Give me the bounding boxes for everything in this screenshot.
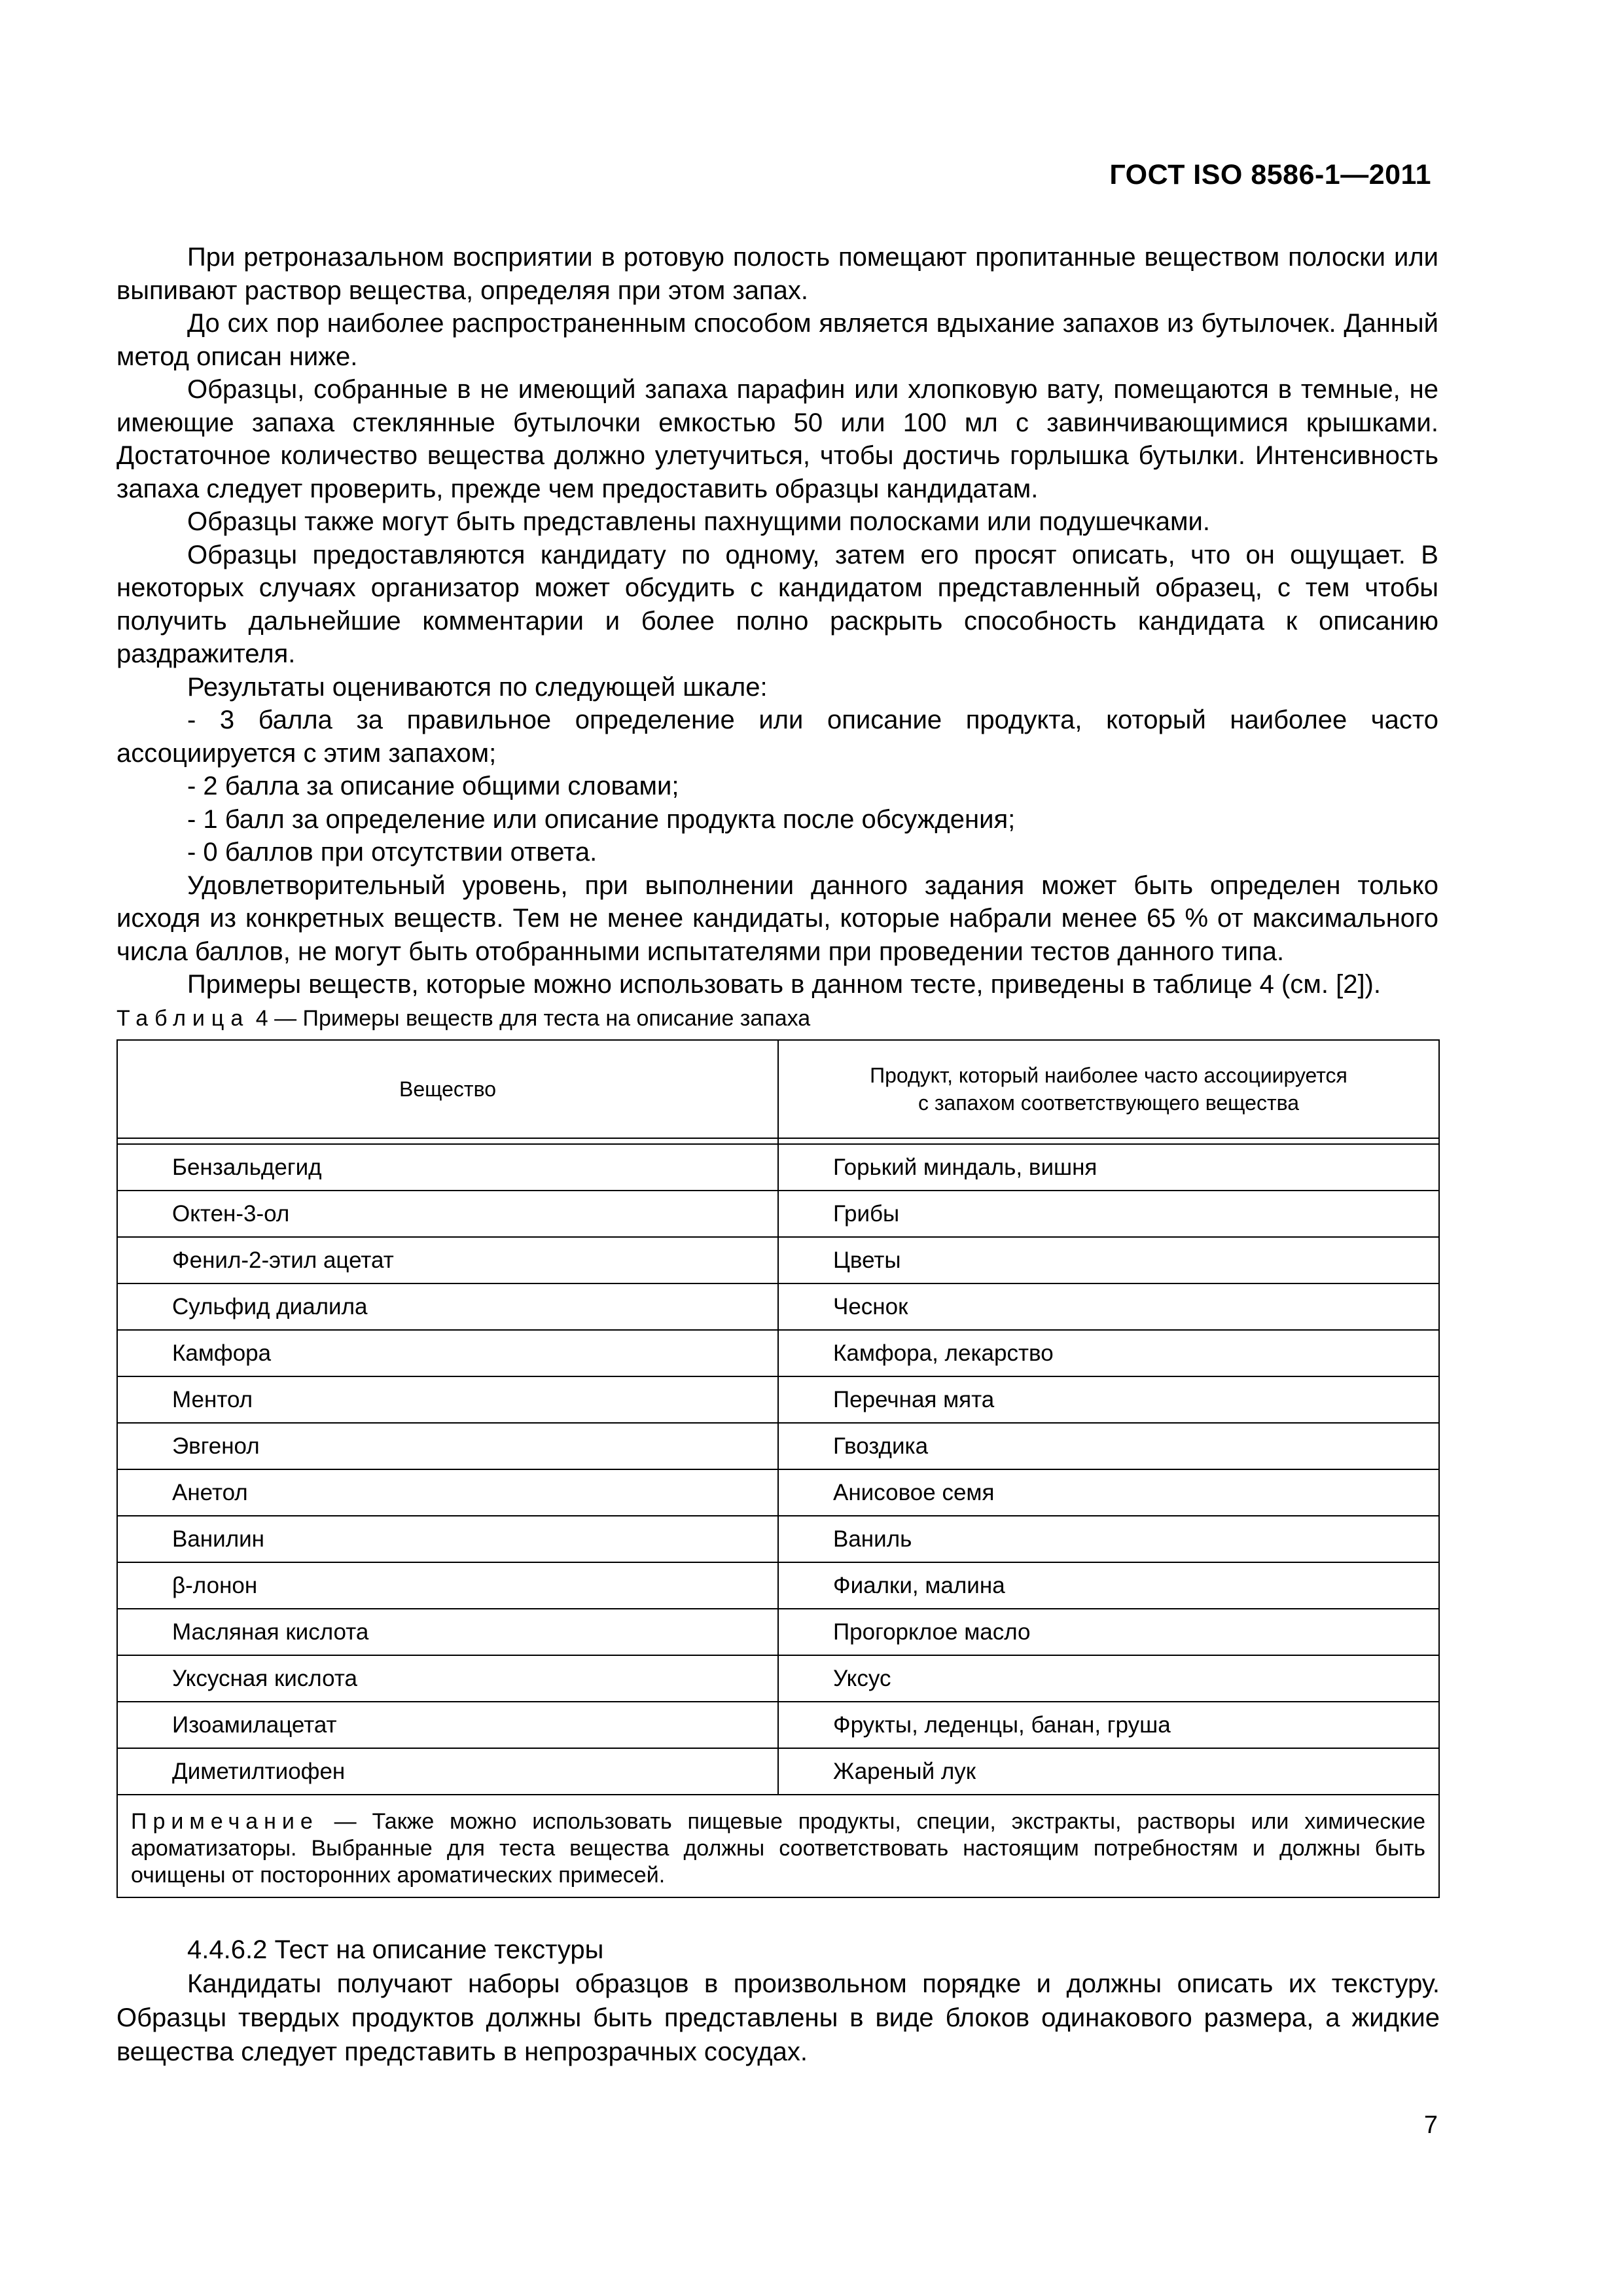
table-row xyxy=(117,1562,1439,1609)
substance-cell: Сульфид диалила xyxy=(117,1283,778,1330)
substance-cell: Октен-3-ол xyxy=(117,1191,778,1237)
table-note xyxy=(117,1795,1439,1897)
body-text xyxy=(116,241,1438,1001)
table-row xyxy=(117,1748,1439,1795)
substance-cell: Ванилин xyxy=(117,1516,778,1562)
product-cell: Жареный лук xyxy=(778,1748,1439,1795)
table-spacer-row xyxy=(117,1138,1439,1144)
substance-cell: Бензальдегид xyxy=(117,1144,778,1191)
table-caption xyxy=(116,1006,810,1031)
paragraph: Примеры веществ, которые можно использовать в данном тесте, приведены в таблице 4 (см. [2]). xyxy=(187,970,1381,999)
note-label: Примечание xyxy=(131,1809,319,1834)
product-cell: Гвоздика xyxy=(778,1423,1439,1469)
paragraph: Удовлетворительный уровень, при выполнении данного задания может быть определен только исходя из конкретных веществ. Тем не менее кандидаты, которые набрали менее 65 % от максимального числа баллов, не могут быть отобранными испытателями при проведении тестов данного типа. xyxy=(116,870,1438,966)
product-cell: Прогорклое масло xyxy=(778,1609,1439,1655)
substance-cell: Эвгенол xyxy=(117,1423,778,1469)
product-cell: Чеснок xyxy=(778,1283,1439,1330)
table-row xyxy=(117,1237,1439,1283)
table-row xyxy=(117,1469,1439,1516)
product-cell: Горький миндаль, вишня xyxy=(778,1144,1439,1191)
substance-cell: Изоамилацетат xyxy=(117,1702,778,1748)
table-row xyxy=(117,1144,1439,1191)
substance-cell: β-лонон xyxy=(117,1562,778,1609)
substance-cell: Фенил-2-этил ацетат xyxy=(117,1237,778,1283)
product-cell: Ваниль xyxy=(778,1516,1439,1562)
section-text: Кандидаты получают наборы образцов в произвольном порядке и должны описать их текстуру. Образцы твердых продуктов должны быть представлены в виде блоков одинакового размера, а жидкие вещества следует представить в непрозрачных сосудах. xyxy=(116,1969,1440,2066)
paragraph: Образцы, собранные в не имеющий запаха парафин или хлопковую вату, помещаются в темные, не имеющие запаха стеклянные бутылочки емкостью 50 или 100 мл с завинчивающимися крышками. Достаточное количество вещества должно улетучиться, чтобы достичь горлышка бутылки. Интенсивность запаха следует проверить, прежде чем предоставить образцы кандидатам. xyxy=(116,375,1438,503)
substance-cell: Масляная кислота xyxy=(117,1609,778,1655)
paragraph: Образцы предоставляются кандидату по одному, затем его просят описать, что он ощущает. В некоторых случаях организатор может обсудить с кандидатом представленный образец, с тем чтобы получить дальнейшие комментарии и более полно раскрыть способность кандидата к описанию раздражителя. xyxy=(116,540,1438,668)
substance-cell: Камфора xyxy=(117,1330,778,1376)
note-text: — Также можно использовать пищевые продукты, специи, экстракты, растворы или химические ароматизаторы. Выбранные для теста вещества должны соответствовать настоящим потребностям и должны быть очищены от посторонних ароматических примесей. xyxy=(131,1809,1425,1888)
paragraph: До сих пор наиболее распространенным способом является вдыхание запахов из бутылочек. Данный метод описан ниже. xyxy=(116,309,1438,371)
product-cell: Уксус xyxy=(778,1655,1439,1702)
table-header-row xyxy=(117,1040,1439,1138)
product-cell: Камфора, лекарство xyxy=(778,1330,1439,1376)
table-row xyxy=(117,1609,1439,1655)
product-cell: Грибы xyxy=(778,1191,1439,1237)
substance-cell: Ментол xyxy=(117,1376,778,1423)
product-cell: Цветы xyxy=(778,1237,1439,1283)
document-code: ГОСТ ISO 8586-1—2011 xyxy=(1109,159,1431,190)
substances-table xyxy=(116,1039,1440,1898)
table-row xyxy=(117,1702,1439,1748)
product-cell: Фрукты, леденцы, банан, груша xyxy=(778,1702,1439,1748)
paragraph: Образцы также могут быть представлены пахнущими полосками или подушечками. xyxy=(187,507,1211,536)
paragraph: При ретроназальном восприятии в ротовую полость помещают пропитанные веществом полоски или выпивают раствор вещества, определяя при этом запах. xyxy=(116,243,1438,305)
column-header-product: Продукт, который наиболее часто ассоциируется с запахом соответствующего вещества xyxy=(778,1040,1439,1138)
scale-item: - 2 балла за описание общими словами; xyxy=(187,772,679,800)
section-heading: 4.4.6.2 Тест на описание текстуры xyxy=(187,1935,604,1964)
substance-cell: Анетол xyxy=(117,1469,778,1516)
table-caption-title: 4 — Примеры веществ для теста на описание запаха xyxy=(249,1006,811,1031)
scale-item: - 0 баллов при отсутствии ответа. xyxy=(187,838,597,867)
table-row xyxy=(117,1191,1439,1237)
scale-item: - 3 балла за правильное определение или описание продукта, который наиболее часто ассоциируется с этим запахом; xyxy=(116,706,1438,768)
table-row xyxy=(117,1330,1439,1376)
table-note-row xyxy=(117,1795,1439,1897)
substance-cell: Уксусная кислота xyxy=(117,1655,778,1702)
table-row xyxy=(117,1376,1439,1423)
product-cell: Анисовое семя xyxy=(778,1469,1439,1516)
product-cell: Фиалки, малина xyxy=(778,1562,1439,1609)
table-row xyxy=(117,1423,1439,1469)
product-cell: Перечная мята xyxy=(778,1376,1439,1423)
table-row xyxy=(117,1516,1439,1562)
texture-test-section xyxy=(116,1933,1440,2069)
page-number: 7 xyxy=(1423,2111,1438,2139)
table-row xyxy=(117,1283,1439,1330)
table-caption-label: Таблица xyxy=(116,1006,250,1031)
paragraph: Результаты оцениваются по следующей шкале: xyxy=(187,672,768,702)
substance-cell: Диметилтиофен xyxy=(117,1748,778,1795)
column-header-substance: Вещество xyxy=(117,1040,778,1138)
table-row xyxy=(117,1655,1439,1702)
scale-item: - 1 балл за определение или описание продукта после обсуждения; xyxy=(187,804,1016,834)
